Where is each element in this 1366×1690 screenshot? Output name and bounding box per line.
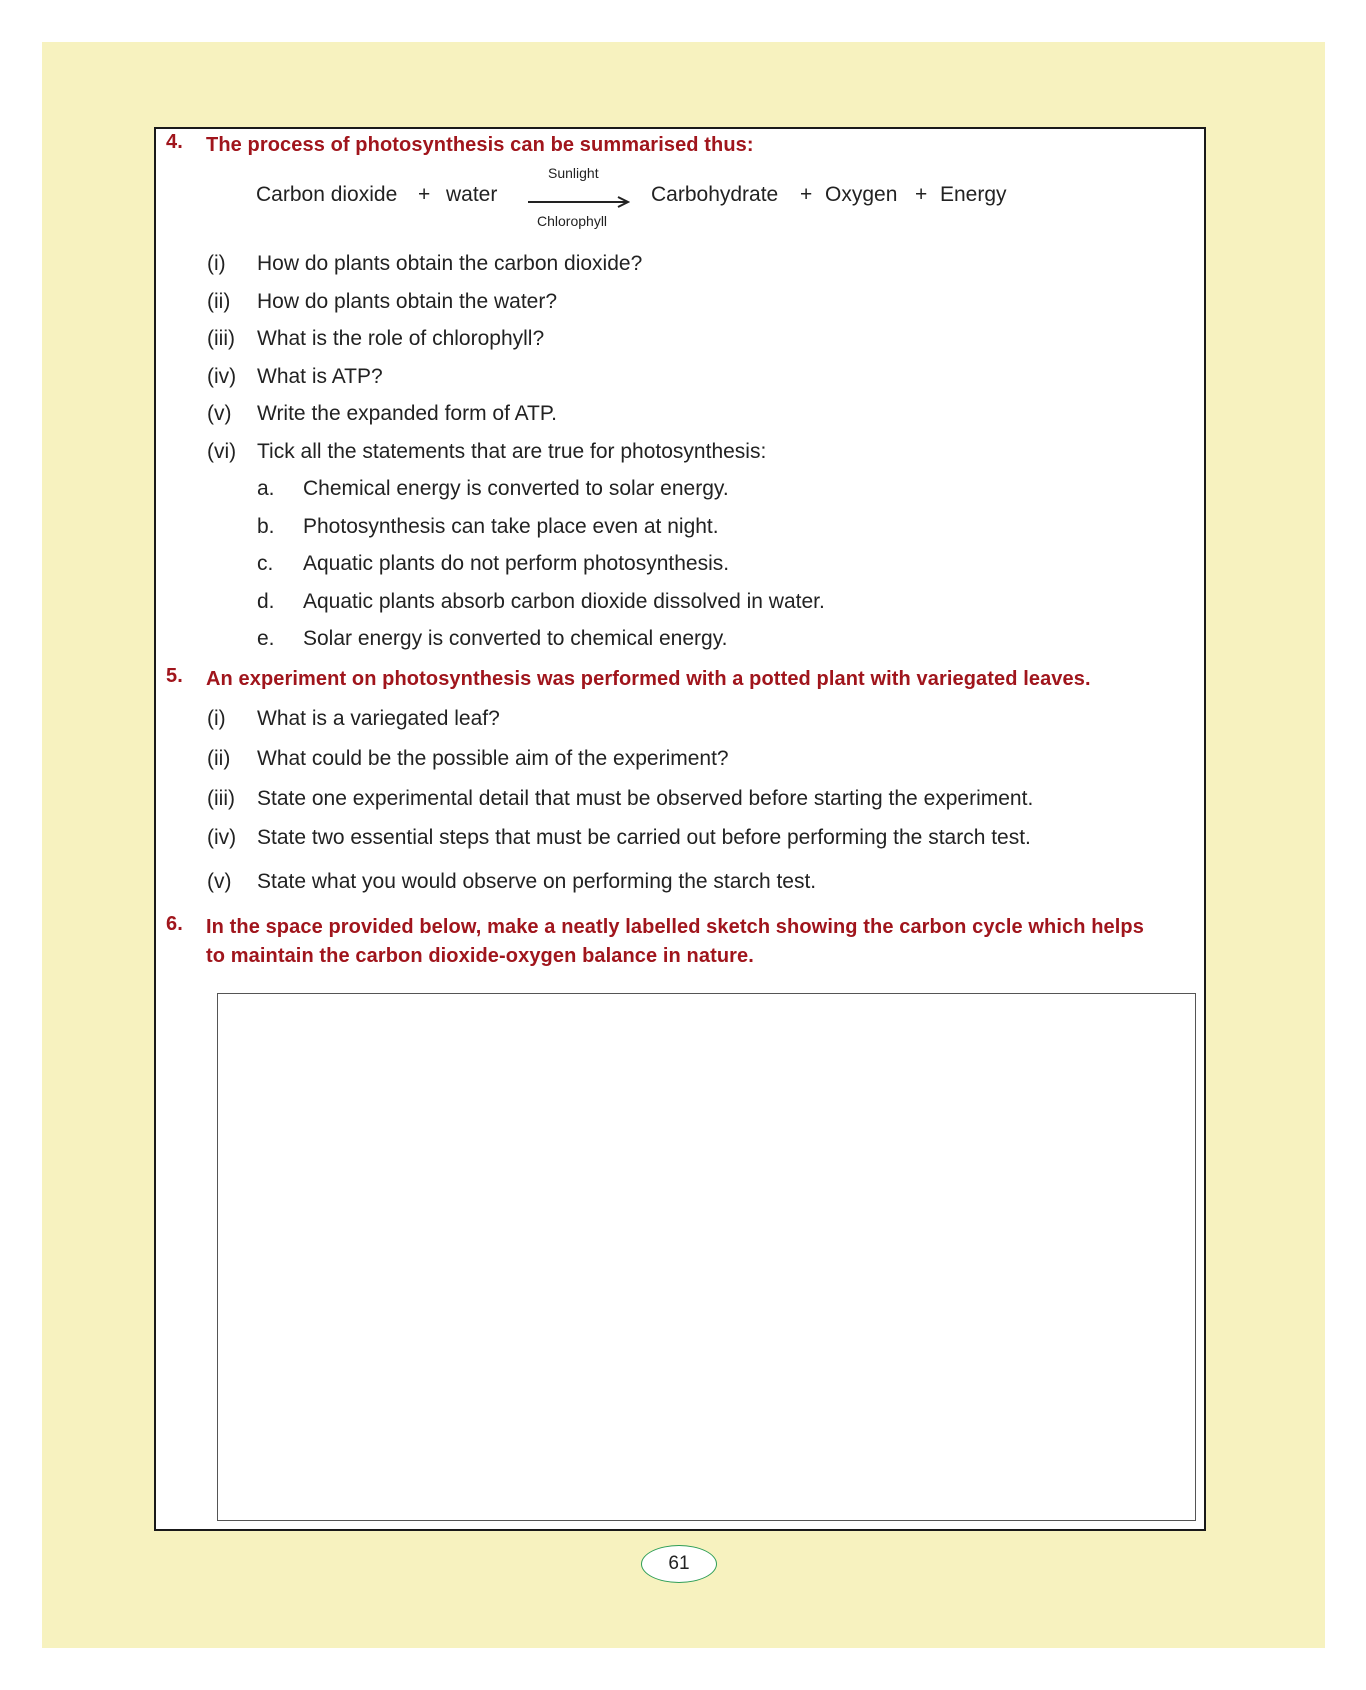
item-label: (v) xyxy=(207,870,232,893)
equation-product-3: Energy xyxy=(940,183,1007,206)
question-6-title-line-1: In the space provided below, make a neatly labelled sketch showing the carbon cycle which helps xyxy=(206,916,1144,938)
item-text: State one experimental detail that must be observed before starting the experiment. xyxy=(257,787,1034,810)
item-label: (vi) xyxy=(207,440,237,463)
equation-below-arrow: Chlorophyll xyxy=(537,213,608,229)
statement-text: Solar energy is converted to chemical energy. xyxy=(303,627,728,650)
item-text: Write the expanded form of ATP. xyxy=(257,402,557,425)
item-label: (iii) xyxy=(207,327,235,350)
item-text: What is the role of chlorophyll? xyxy=(257,327,545,350)
page-number: 61 xyxy=(641,1545,717,1583)
equation-product-2: Oxygen xyxy=(825,183,898,206)
question-6-number: 6. xyxy=(166,913,183,935)
question-5-number: 5. xyxy=(166,665,183,687)
statement-label: b. xyxy=(257,515,275,538)
statement-label: e. xyxy=(257,627,275,650)
statement-label: a. xyxy=(257,477,275,500)
equation-plus-3: + xyxy=(915,183,928,206)
statement-text: Aquatic plants absorb carbon dioxide dissolved in water. xyxy=(303,590,825,613)
statement-label: c. xyxy=(257,552,274,575)
statement-text: Aquatic plants do not perform photosynthesis. xyxy=(303,552,730,575)
item-label: (v) xyxy=(207,402,232,425)
equation-plus-1: + xyxy=(418,183,431,206)
item-text: What is ATP? xyxy=(257,365,383,388)
item-label: (ii) xyxy=(207,747,231,770)
item-label: (iii) xyxy=(207,787,235,810)
equation-reactant-2: water xyxy=(446,183,498,206)
statement-text: Chemical energy is converted to solar energy. xyxy=(303,477,729,500)
equation-above-arrow: Sunlight xyxy=(548,165,599,181)
item-label: (iv) xyxy=(207,826,237,849)
item-label: (i) xyxy=(207,252,226,275)
question-5-title: An experiment on photosynthesis was performed with a potted plant with variegated leaves. xyxy=(206,668,1091,690)
item-text: How do plants obtain the carbon dioxide? xyxy=(257,252,643,275)
arrow-icon xyxy=(528,196,630,208)
question-4-number: 4. xyxy=(166,131,183,153)
item-label: (iv) xyxy=(207,365,237,388)
item-text: How do plants obtain the water? xyxy=(257,290,558,313)
equation-reactant-1: Carbon dioxide xyxy=(256,183,398,206)
sketch-answer-box[interactable] xyxy=(217,993,1196,1521)
item-text: State what you would observe on performing the starch test. xyxy=(257,870,817,893)
item-label: (i) xyxy=(207,707,226,730)
statement-label: d. xyxy=(257,590,275,613)
question-6-title-line-2: to maintain the carbon dioxide-oxygen balance in nature. xyxy=(206,945,754,967)
question-4-title: The process of photosynthesis can be summarised thus: xyxy=(206,134,754,156)
item-text: What could be the possible aim of the experiment? xyxy=(257,747,729,770)
item-text: State two essential steps that must be carried out before performing the starch test. xyxy=(257,826,1031,849)
item-label: (ii) xyxy=(207,290,231,313)
statement-text: Photosynthesis can take place even at night. xyxy=(303,515,719,538)
equation-product-1: Carbohydrate xyxy=(651,183,779,206)
item-text: Tick all the statements that are true for photosynthesis: xyxy=(257,440,767,463)
equation-plus-2: + xyxy=(800,183,813,206)
item-text: What is a variegated leaf? xyxy=(257,707,500,730)
